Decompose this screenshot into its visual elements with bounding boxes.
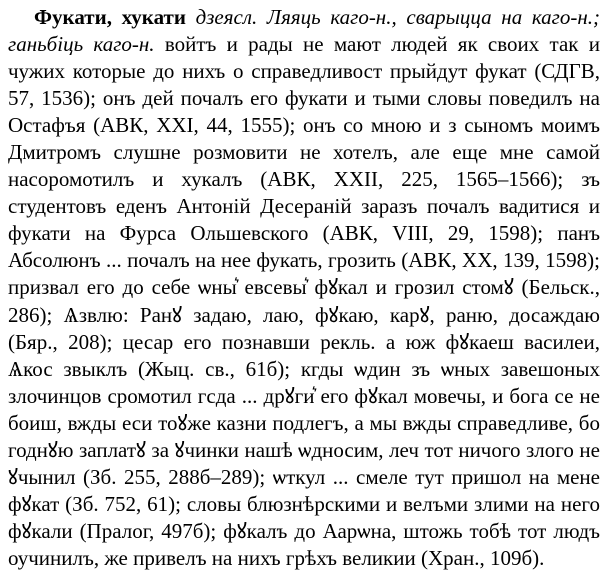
dictionary-entry [8,4,600,572]
entry-definition: дзеясл. Ляяць каго-н., сварыцца на каго-н.; ганьбіць каго-н. [8,5,601,57]
entry-citations: войтъ и рады не мают людей як своих так и чужих которые до нихъ о справедливост прыйдут фукат (СДГВ, 57, 1536); онъ дей почалъ его фукати и тыми словы поведилъ на Остафъя (АВК, XXI, 44, 1555); онъ со мною и з сыномъ моимъ Дмитромъ слушне розмовити не хотелъ, але еще мне самой насоромотилъ и хукалъ (АВК, XXII, 225, 1565–1566); зъ студентовъ еденъ Антоній Десераній заразъ почалъ вадитися и фукати на Фурса Ольшевского (АВК, VIII, 29, 1598); панъ Абсолюнъ ... почалъ на нее фукать, грозить (АВК, XX, 139, 1598); призвал его до себе ѡны͛ евсевы͛ фꙋкал и грозил стомꙋ (Бельск., 286); Ѧзвлю: Ранꙋ задаю, лаю, фꙋкаю, карꙋ, раню, досаждаю (Бяр., 208); цесар его познавши рекль. а юж фꙋкаеш василеи, Ѧкос звыклъ (Жыц. св., 61б); кгды ѡдин зъ ѡных завешоных злочинцов сромотил гсда ... дрꙋги͛ его фꙋкал мовечы, и бога се не боиш, вжды еси тоꙋже казни подлегъ, а мы вжды справедливе, бо годнꙋю заплатꙋ за ꙋчинки нашѣ ѡдносим, леч тот ничого злого не ꙋчынил (Зб. 255, 288б–289); ѡткул ... смеле тут пришол на мене фꙋкат (Зб. 752, 61); словы блюзнѣрскими и велъми злими на него фꙋкали (Пралог, 497б); фꙋкалъ до Аарѡна, штожь тобѣ тот людъ оучинилъ, же привелъ на нихъ грѣхъ великии (Хран., 109б). [8,32,600,570]
entry-headword: Фукати, хукати [34,5,186,29]
